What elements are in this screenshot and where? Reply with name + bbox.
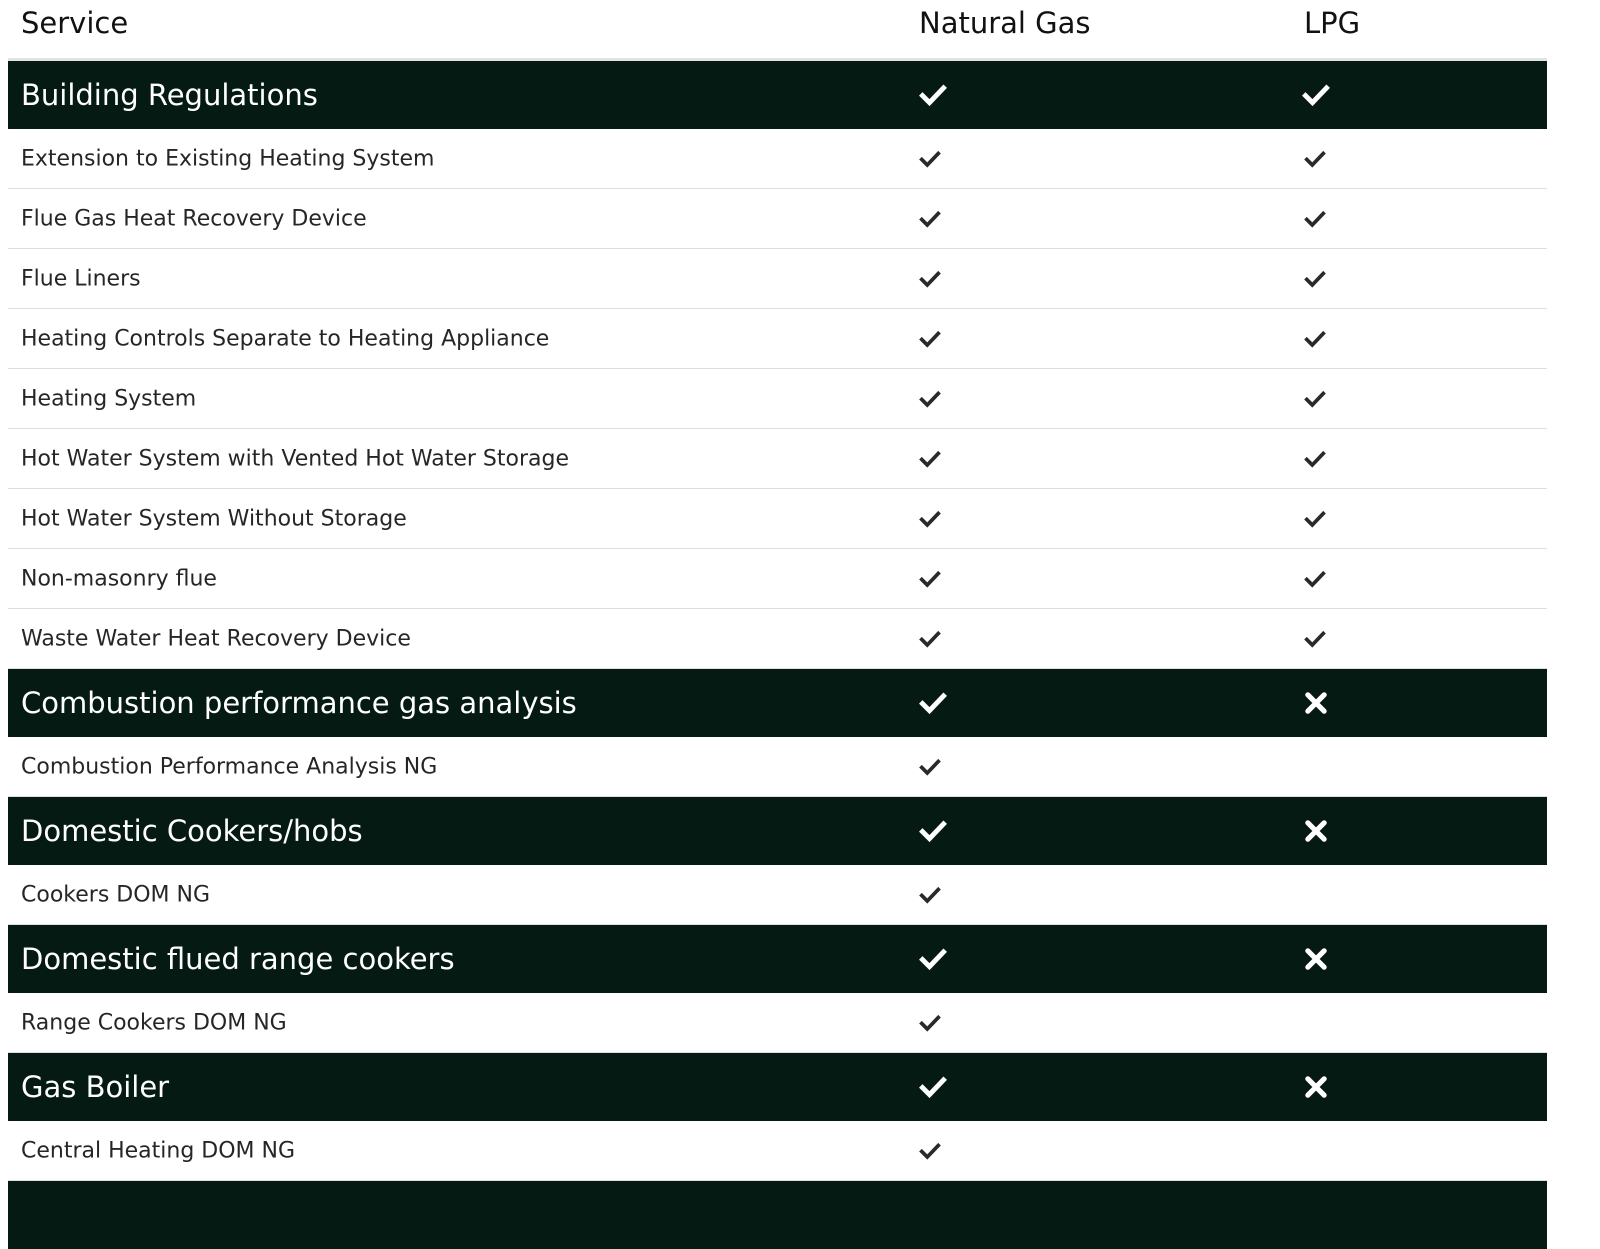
table-row bbox=[8, 609, 1547, 669]
checkmark-icon bbox=[919, 568, 941, 590]
checkmark-icon bbox=[1304, 208, 1326, 230]
table-header bbox=[8, 0, 1547, 61]
category-row bbox=[8, 797, 1547, 865]
checkmark-icon bbox=[1304, 268, 1326, 290]
table-row bbox=[8, 489, 1547, 549]
service-name: Flue Gas Heat Recovery Device bbox=[21, 206, 367, 231]
checkmark-icon bbox=[919, 208, 941, 230]
checkmark-icon bbox=[1304, 508, 1326, 530]
service-name: Flue Liners bbox=[21, 266, 141, 291]
category-name: Combustion performance gas analysis bbox=[21, 686, 577, 720]
checkmark-icon bbox=[919, 448, 941, 470]
checkmark-icon bbox=[1302, 81, 1330, 109]
table-row bbox=[8, 129, 1547, 189]
service-name: Central Heating DOM NG bbox=[21, 1138, 296, 1163]
service-name: Heating System bbox=[21, 386, 197, 411]
category-row bbox=[8, 1053, 1547, 1121]
checkmark-icon bbox=[919, 1073, 947, 1101]
table-row bbox=[8, 549, 1547, 609]
checkmark-icon bbox=[919, 148, 941, 170]
checkmark-icon bbox=[919, 268, 941, 290]
checkmark-icon bbox=[919, 328, 941, 350]
services-table bbox=[8, 0, 1547, 1249]
category-name: Gas Boiler bbox=[21, 1070, 170, 1104]
table-row bbox=[8, 249, 1547, 309]
service-name: Non-masonry flue bbox=[21, 566, 217, 591]
checkmark-icon bbox=[1304, 448, 1326, 470]
checkmark-icon bbox=[1304, 628, 1326, 650]
cross-icon bbox=[1302, 1073, 1330, 1101]
header-natural-gas: Natural Gas bbox=[919, 6, 1091, 40]
header-service: Service bbox=[21, 6, 129, 40]
cross-icon bbox=[1302, 945, 1330, 973]
checkmark-icon bbox=[919, 1012, 941, 1034]
category-row bbox=[8, 61, 1547, 129]
service-name: Extension to Existing Heating System bbox=[21, 146, 435, 171]
checkmark-icon bbox=[919, 884, 941, 906]
category-name: Domestic flued range cookers bbox=[21, 942, 455, 976]
category-row bbox=[8, 925, 1547, 993]
cross-icon bbox=[1302, 817, 1330, 845]
service-name: Waste Water Heat Recovery Device bbox=[21, 626, 411, 651]
table-row bbox=[8, 1121, 1547, 1181]
checkmark-icon bbox=[919, 1140, 941, 1162]
category-row bbox=[8, 669, 1547, 737]
category-name: Domestic Cookers/hobs bbox=[21, 814, 363, 848]
service-name: Heating Controls Separate to Heating Appliance bbox=[21, 326, 550, 351]
checkmark-icon bbox=[919, 945, 947, 973]
service-name: Range Cookers DOM NG bbox=[21, 1010, 287, 1035]
checkmark-icon bbox=[1304, 568, 1326, 590]
category-row bbox=[8, 1181, 1547, 1249]
checkmark-icon bbox=[1304, 328, 1326, 350]
service-name: Hot Water System Without Storage bbox=[21, 506, 407, 531]
checkmark-icon bbox=[919, 756, 941, 778]
table-row bbox=[8, 429, 1547, 489]
checkmark-icon bbox=[919, 388, 941, 410]
service-name: Cookers DOM NG bbox=[21, 882, 211, 907]
checkmark-icon bbox=[1304, 148, 1326, 170]
checkmark-icon bbox=[919, 508, 941, 530]
checkmark-icon bbox=[919, 81, 947, 109]
table-row bbox=[8, 369, 1547, 429]
checkmark-icon bbox=[919, 628, 941, 650]
cross-icon bbox=[1302, 689, 1330, 717]
table-row bbox=[8, 737, 1547, 797]
table-row bbox=[8, 993, 1547, 1053]
service-name: Hot Water System with Vented Hot Water Storage bbox=[21, 446, 570, 471]
table-row bbox=[8, 309, 1547, 369]
checkmark-icon bbox=[919, 817, 947, 845]
header-lpg: LPG bbox=[1304, 6, 1361, 40]
checkmark-icon bbox=[919, 689, 947, 717]
table-row bbox=[8, 189, 1547, 249]
category-name: Building Regulations bbox=[21, 78, 318, 112]
service-name: Combustion Performance Analysis NG bbox=[21, 754, 438, 779]
checkmark-icon bbox=[1304, 388, 1326, 410]
table-row bbox=[8, 865, 1547, 925]
table-body bbox=[8, 61, 1547, 1249]
